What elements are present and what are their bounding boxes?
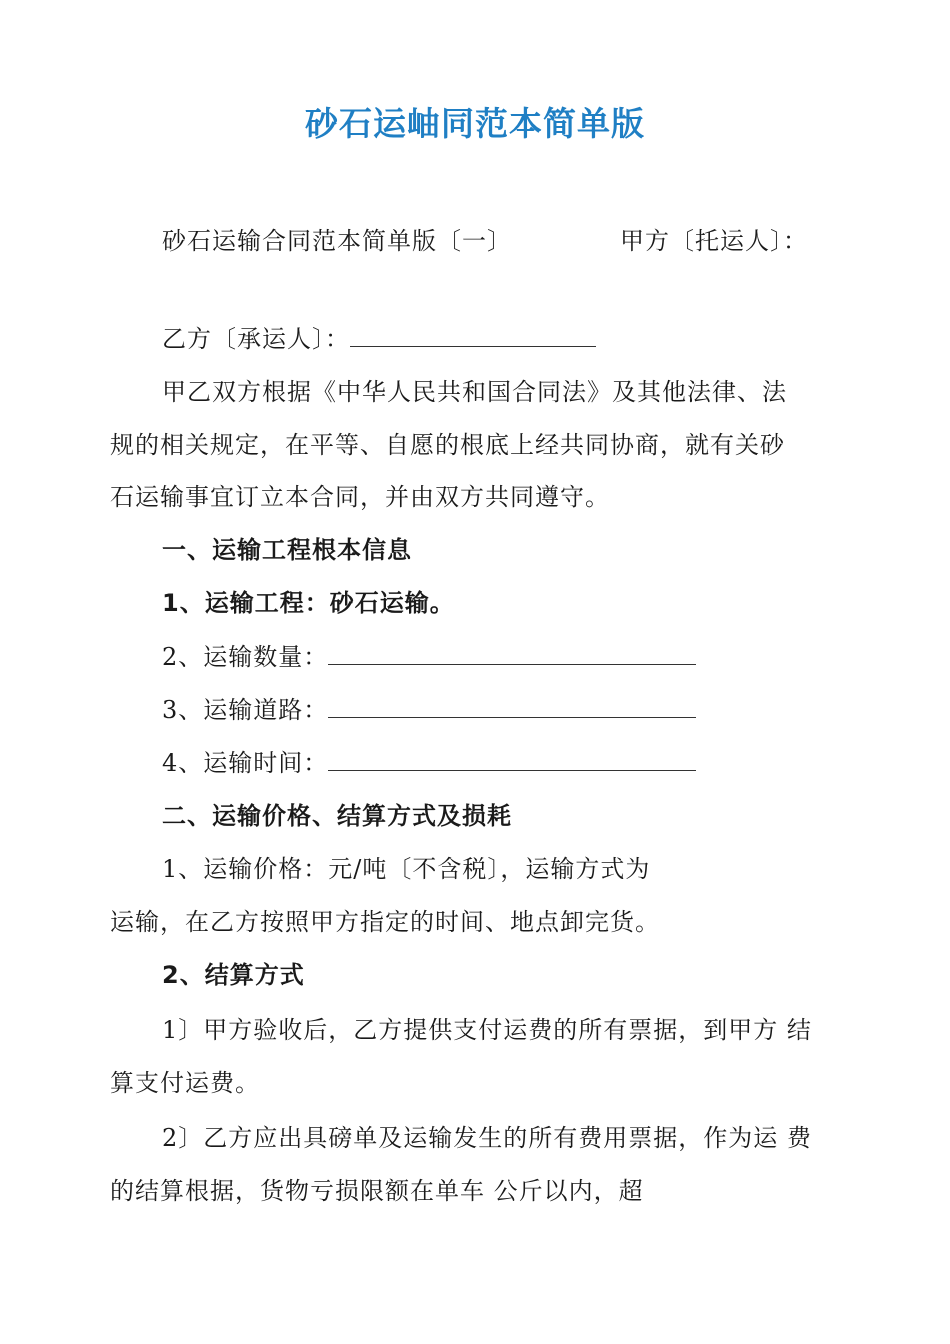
party-b-label: 乙方〔承运人〕： [162,325,350,353]
route-blank [328,695,696,718]
paragraph-line: 1、运输价格：元/吨〔不含税〕，运输方式为 [162,855,651,883]
paragraph-line: 的结算根据，货物亏损限额在单车 公斤以内，超 [110,1177,644,1205]
item-line [162,748,696,778]
paragraph-line: 2〕乙方应出具磅单及运输发生的所有费用票据，作为运 费 [162,1124,812,1152]
document-title: 砂石运岫同范本简单版 [305,104,645,143]
item-line [162,695,696,725]
item-label: 2、运输数量： [162,643,329,671]
paragraph-line: 运输，在乙方按照甲方指定的时间、地点卸完货。 [110,908,660,936]
party-a-label: 甲方〔托运人〕： [620,227,808,255]
paragraph-line: 1〕甲方验收后，乙方提供支付运费的所有票据，到甲方 结 [162,1016,812,1044]
paragraph-line: 石运输事宜订立本合同，并由双方共同遵守。 [110,483,610,511]
item-heading: 2、结算方式 [162,961,305,989]
paragraph-line: 甲乙双方根据《中华人民共和国合同法》及其他法律、法 [162,378,787,406]
item-heading: 1、运输工程：砂石运输。 [162,589,455,617]
time-blank [328,748,696,771]
item-label: 4、运输时间： [162,749,329,777]
item-label: 3、运输道路： [162,696,329,724]
paragraph-line: 规的相关规定，在平等、自愿的根底上经共同协商，就有关砂 [110,431,785,459]
item-line [162,642,696,672]
subtitle-line: 砂石运输合同范本简单版〔一〕 [162,227,512,255]
quantity-blank [328,642,696,665]
party-b-blank [350,324,596,347]
party-b-line [162,324,596,354]
section-heading: 二、运输价格、结算方式及损耗 [162,802,512,830]
section-heading: 一、运输工程根本信息 [162,536,412,564]
paragraph-line: 算支付运费。 [110,1069,260,1097]
